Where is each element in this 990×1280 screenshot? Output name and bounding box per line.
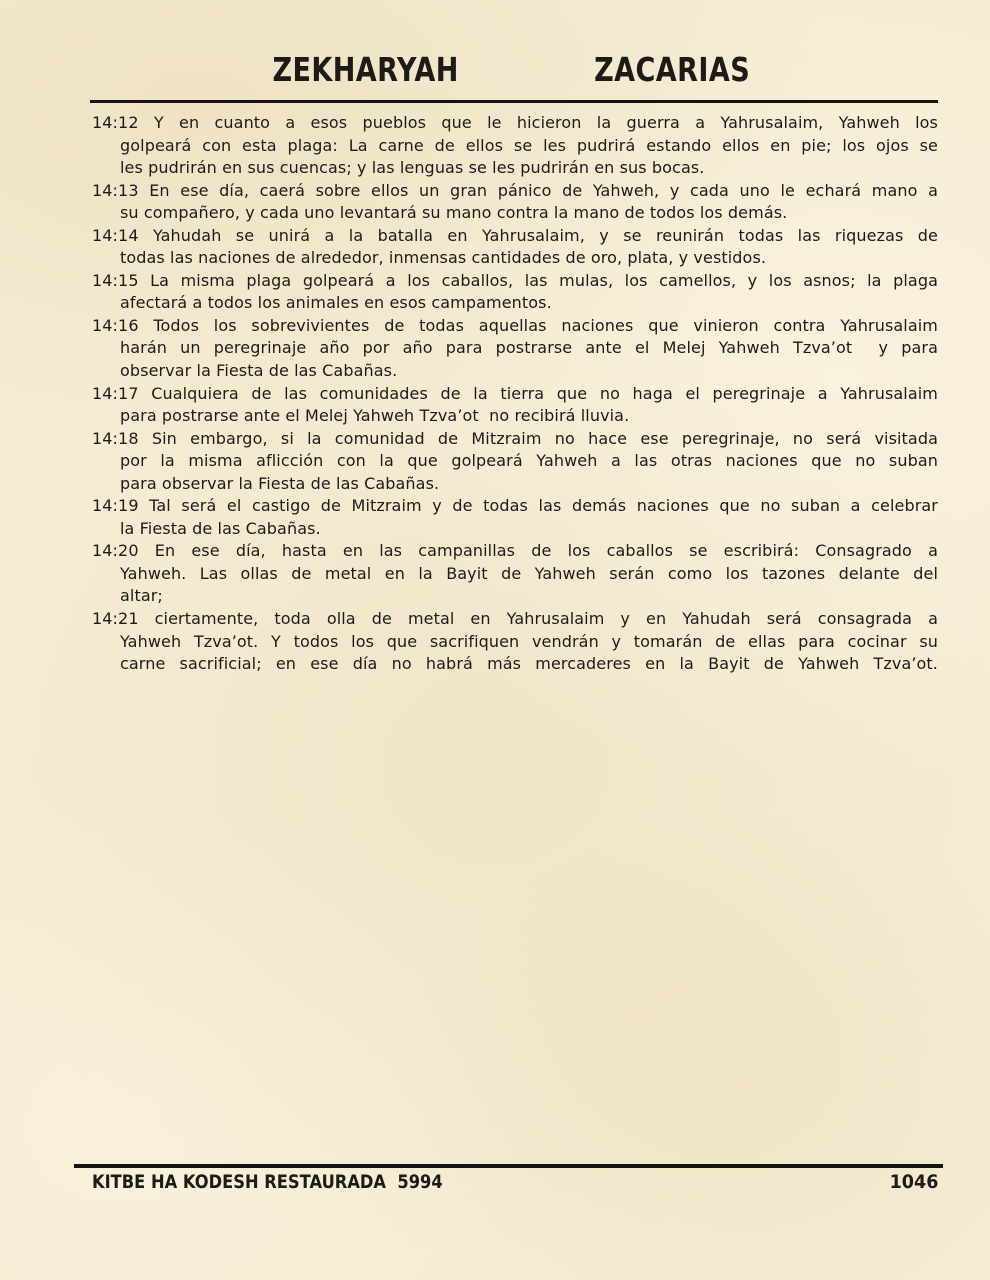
verse-number: 14:18 [92, 428, 139, 448]
title-right-text: ZACARIAS [593, 50, 750, 89]
page-footer [92, 1171, 938, 1195]
verse-line: Yahweh. Las ollas de metal en la Bayit de Yahweh serán como los tazones delante del [120, 563, 938, 583]
verse-line-first: 14:16 Todos los sobrevivientes de todas aquellas naciones que vinieron contra Yahrusalaim [92, 315, 938, 335]
verse-line-first: 14:19 Tal será el castigo de Mitzraim y de todas las demás naciones que no suban a celebrar [92, 496, 938, 516]
verse-number: 14:19 [92, 496, 139, 516]
verse-number: 14:16 [92, 315, 139, 335]
verse-number: 14:12 [92, 113, 139, 132]
verse-number: 14:13 [92, 180, 139, 200]
verse-line: altar; [120, 586, 163, 606]
verse-line-first: 14:14 Yahudah se unirá a la batalla en Yahrusalaim, y se reunirán todas las riquezas de [92, 225, 938, 245]
verse-line-first: 14:15 La misma plaga golpeará a los caballos, las mulas, los camellos, y los asnos; la plaga [92, 270, 938, 290]
verse-line-first: 14:18 Sin embargo, si la comunidad de Mitzraim no hace ese peregrinaje, no será visitada [92, 428, 938, 448]
verse-line-first: 14:21 ciertamente, toda olla de metal en Yahrusalaim y en Yahudah será consagrada a [92, 609, 938, 629]
verse-line: para observar la Fiesta de las Cabañas. [120, 473, 440, 493]
verse-number: 14:14 [92, 225, 139, 245]
verse-number: 14:15 [92, 270, 139, 290]
verse-line: para postrarse ante el Melej Yahweh Tzva’ot no recibirá lluvia. [120, 406, 630, 426]
verse-line: golpeará con esta plaga: La carne de ellos se les pudrirá estando ellos en pie; los ojos se [120, 135, 938, 155]
verse-line-first: 14:20 En ese día, hasta en las campanillas de los caballos se escribirá: Consagrado a [92, 541, 938, 561]
verse-line: por la misma aflicción con la que golpeará Yahweh a las otras naciones que no suban [120, 451, 938, 471]
verse-line-first: 14:17 Cualquiera de las comunidades de la tierra que no haga el peregrinaje a Yahrusalaim [92, 383, 938, 403]
footer-rule [74, 1164, 943, 1168]
header-rule [90, 100, 938, 103]
verse-line: todas las naciones de alrededor, inmensas cantidades de oro, plata, y vestidos. [120, 248, 767, 268]
verse-line-first: 14:12 Y en cuanto a esos pueblos que le hicieron la guerra a Yahrusalaim, Yahweh los [92, 113, 938, 132]
page-title-translated [472, 52, 872, 88]
verse-line: la Fiesta de las Cabañas. [120, 518, 321, 538]
verse-number: 14:17 [92, 383, 139, 403]
verse-line: observar la Fiesta de las Cabañas. [120, 361, 398, 381]
title-left-text: ZEKHARYAH [272, 50, 460, 89]
footer-page-number: 1046 [889, 1172, 938, 1193]
verse-line-first: 14:13 En ese día, caerá sobre ellos un gran pánico de Yahweh, y cada uno le echará mano a [92, 180, 938, 200]
verse-list [92, 112, 938, 676]
verse-number: 14:20 [92, 541, 139, 561]
verse-line: carne sacrificial; en ese día no habrá más mercaderes en la Bayit de Yahweh Tzva’ot. [120, 654, 938, 674]
verse-number: 14:21 [92, 609, 139, 629]
footer-publication-title: KITBE HA KODESH RESTAURADA 5994 [92, 1172, 443, 1193]
verse-line: Yahweh Tzva’ot. Y todos los que sacrifiquen vendrán y tomarán de ellas para cocinar su [120, 631, 938, 651]
verse-line: les pudrirán en sus cuencas; y las lenguas se les pudrirán en sus bocas. [120, 158, 705, 178]
verse-line: afectará a todos los animales en esos campamentos. [120, 293, 552, 313]
verse-line: su compañero, y cada uno levantará su mano contra la mano de todos los demás. [120, 203, 788, 223]
verse-line: harán un peregrinaje año por año para postrarse ante el Melej Yahweh Tzva’ot y para [120, 338, 938, 358]
